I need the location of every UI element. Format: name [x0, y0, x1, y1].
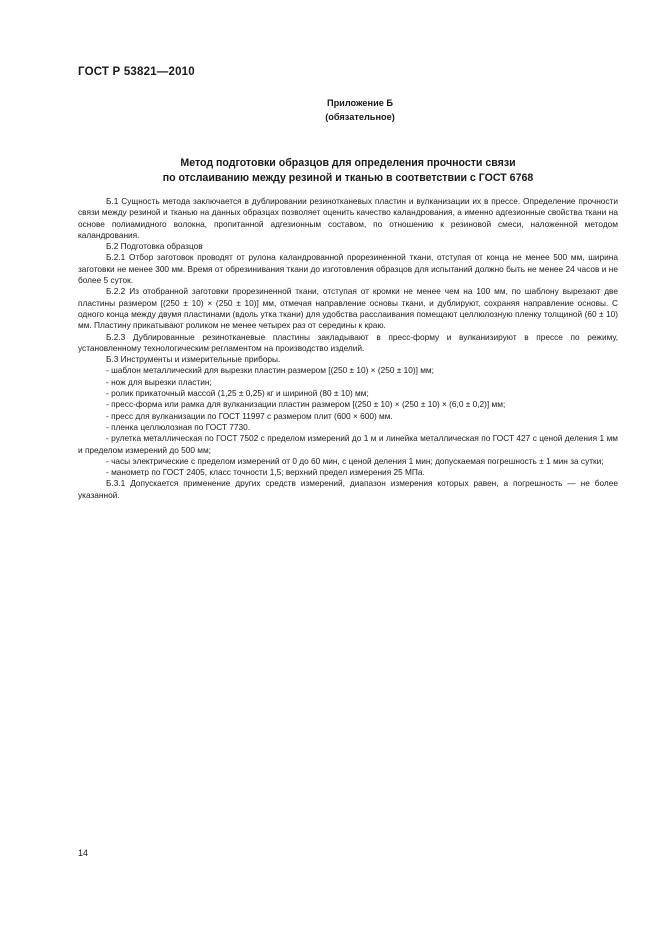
- title-line-1: Метод подготовки образцов для определения прочности связи: [180, 157, 516, 169]
- appendix-heading: [260, 96, 460, 124]
- document-body: [78, 196, 618, 501]
- title-line-2: по отслаиванию между резиной и тканью в соответствии с ГОСТ 6768: [162, 172, 534, 184]
- paragraph-b2: Б.2 Подготовка образцов: [106, 241, 203, 252]
- paragraph-b1: Б.1 Сущность метода заключается в дублировании резинотканевых пластин и вулканизации их в прессе. Определение прочности связи между резиной и тканью на данных образцах позволяет оценить качество каландрования, а именно адгезионные свойства ткани на основе полиамидного волокна, пропитанной адгезионным составом, по отношению к резиновой смеси, наложенной методом каландрования.: [78, 196, 618, 240]
- paragraph-b2-3: Б.2.3 Дублированные резинотканевые пластины закладывают в пресс-форму и вулканизируют в прессе по режиму, установленному технологическим регламентом на производство изделий.: [78, 331, 618, 353]
- list-item: - шаблон металлический для вырезки пластин размером [(250 ± 10) × (250 ± 10)] мм;: [106, 365, 434, 376]
- list-item: - пресс для вулканизации по ГОСТ 11997 с размером плит (600 × 600) мм.: [106, 410, 393, 421]
- appendix-status: (обязательное): [325, 112, 395, 122]
- paragraph-b3-1: Б.3.1 Допускается применение других средств измерений, диапазон измерения которых равен, а погрешность — не более указанной.: [78, 478, 618, 500]
- list-item: - рулетка металлическая по ГОСТ 7502 с пределом измерений до 1 м и линейка металлическая по ГОСТ 427 с ценой деления 1 мм и пределом измерений до 500 мм;: [78, 433, 618, 455]
- list-item: - часы электрические с пределом измерений от 0 до 60 мин, с ценой деления 1 мин; допускаемая погрешность ± 1 мин за сутки;: [106, 455, 604, 466]
- list-item: - манометр по ГОСТ 2405, класс точности 1,5; верхний предел измерения 25 МПа.: [106, 467, 425, 478]
- page-number: 14: [78, 848, 89, 858]
- list-item: - пленка целлюлозная по ГОСТ 7730.: [106, 421, 251, 432]
- paragraph-b2-2: Б.2.2 Из отобранной заготовки прорезиненной ткани, отступая от кромки не менее чем на 100 мм, по шаблону вырезают две пластины размером [(250 ± 10) × (250 ± 10)] мм, отмечая направление основы ткани, и дублируют, сохраняя направление основы. С одного конца между двумя пластинами (вдоль утка ткани) для удобства расслаивания помещают целлюлозную пленку толщиной (60 ± 10) мм. Пластину прикатывают роликом не менее четырех раз от середины к краю.: [78, 286, 618, 331]
- list-item: - нож для вырезки пластин;: [106, 376, 212, 387]
- paragraph-b2-1: Б.2.1 Отбор заготовок проводят от рулона каландрованной прорезиненной ткани, отступая от конца не менее 500 мм, ширина заготовки не менее 300 мм. Время от обрезинивания ткани до изготовления образцов для испытаний должно быть не менее 24 часов и не более 5 суток.: [78, 252, 618, 286]
- section-title: [120, 156, 576, 186]
- document-header: ГОСТ Р 53821—2010: [78, 66, 195, 78]
- list-item: - ролик прикаточный массой (1,25 ± 0,25) кг и шириной (80 ± 10) мм;: [106, 388, 369, 399]
- list-item: - пресс-форма или рамка для вулканизации пластин размером [(250 ± 10) × (250 ± 10) × (6,0 ± 0,2)] мм;: [106, 399, 506, 410]
- paragraph-b3: Б.3 Инструменты и измерительные приборы.: [106, 354, 281, 365]
- appendix-label: Приложение Б: [326, 98, 394, 108]
